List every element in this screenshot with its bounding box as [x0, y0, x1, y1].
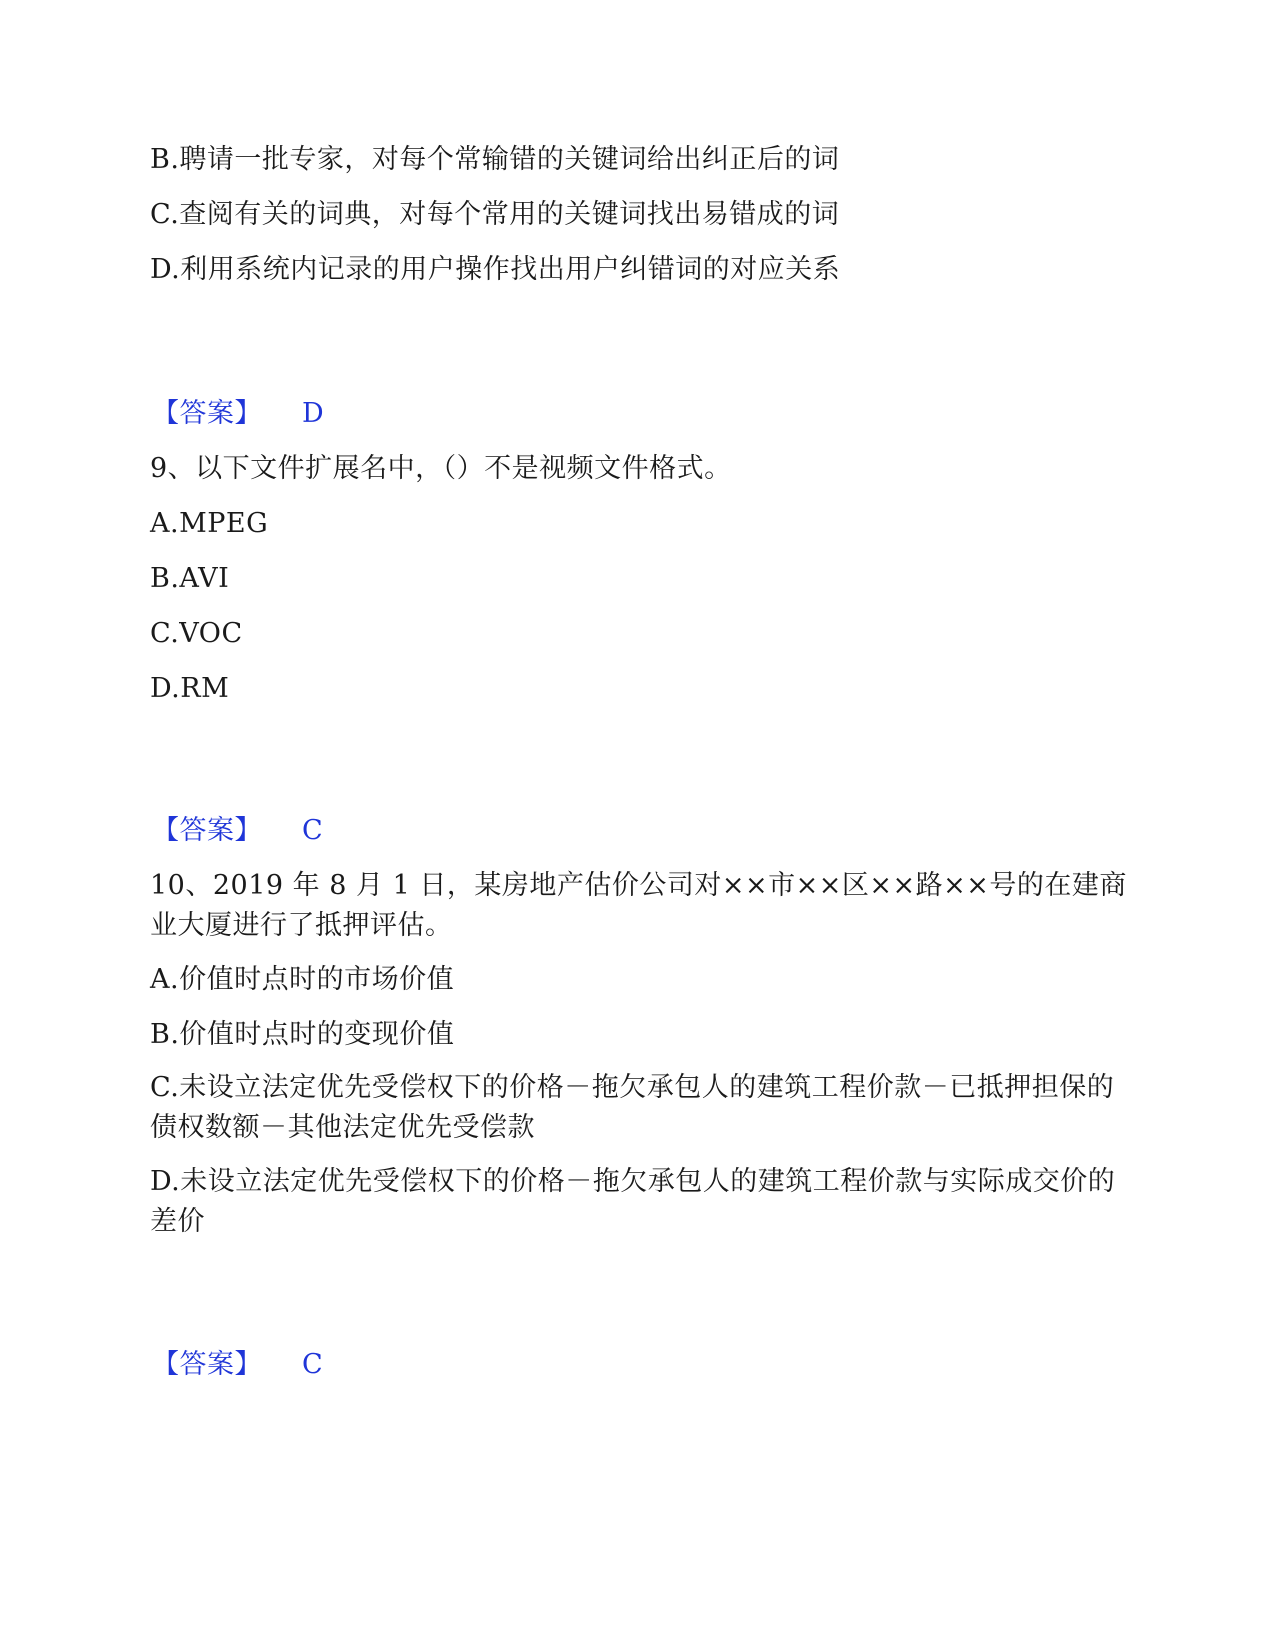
q9-option-b: B.AVI: [150, 563, 230, 594]
answer-9: [152, 811, 323, 851]
answer-label: 【答案】: [152, 1349, 262, 1380]
q9-option-a: A.MPEG: [150, 508, 269, 539]
q8-option-b: B.聘请一批专家，对每个常输错的关键词给出纠正后的词: [150, 144, 840, 175]
q8-option-c: C.查阅有关的词典，对每个常用的关键词找出易错成的词: [150, 199, 840, 230]
q9-option-d: D.RM: [150, 673, 230, 704]
q10-option-c: C.未设立法定优先受偿权下的价格－拖欠承包人的建筑工程价款－已抵押担保的债权数额－其他法定优先受偿款: [150, 1072, 1115, 1143]
answer-10: [152, 1345, 323, 1385]
q10-option-b: B.价值时点时的变现价值: [150, 1019, 455, 1050]
answer-value: C: [302, 1349, 324, 1380]
answer-value: D: [302, 398, 325, 429]
answer-value: C: [302, 815, 324, 846]
answer-8: [152, 394, 324, 434]
q9-option-c: C.VOC: [150, 618, 243, 649]
q10-option-d: D.未设立法定优先受偿权下的价格－拖欠承包人的建筑工程价款与实际成交价的差价: [150, 1166, 1116, 1237]
q9-stem: 9、以下文件扩展名中，（）不是视频文件格式。: [150, 453, 732, 484]
answer-label: 【答案】: [152, 398, 262, 429]
q10-stem: 10、2019 年 8 月 1 日，某房地产估价公司对××市××区××路××号的在建商业大厦进行了抵押评估。: [150, 870, 1127, 941]
answer-label: 【答案】: [152, 815, 262, 846]
q8-option-d: D.利用系统内记录的用户操作找出用户纠错词的对应关系: [150, 254, 841, 285]
q10-option-a: A.价值时点时的市场价值: [150, 964, 455, 995]
